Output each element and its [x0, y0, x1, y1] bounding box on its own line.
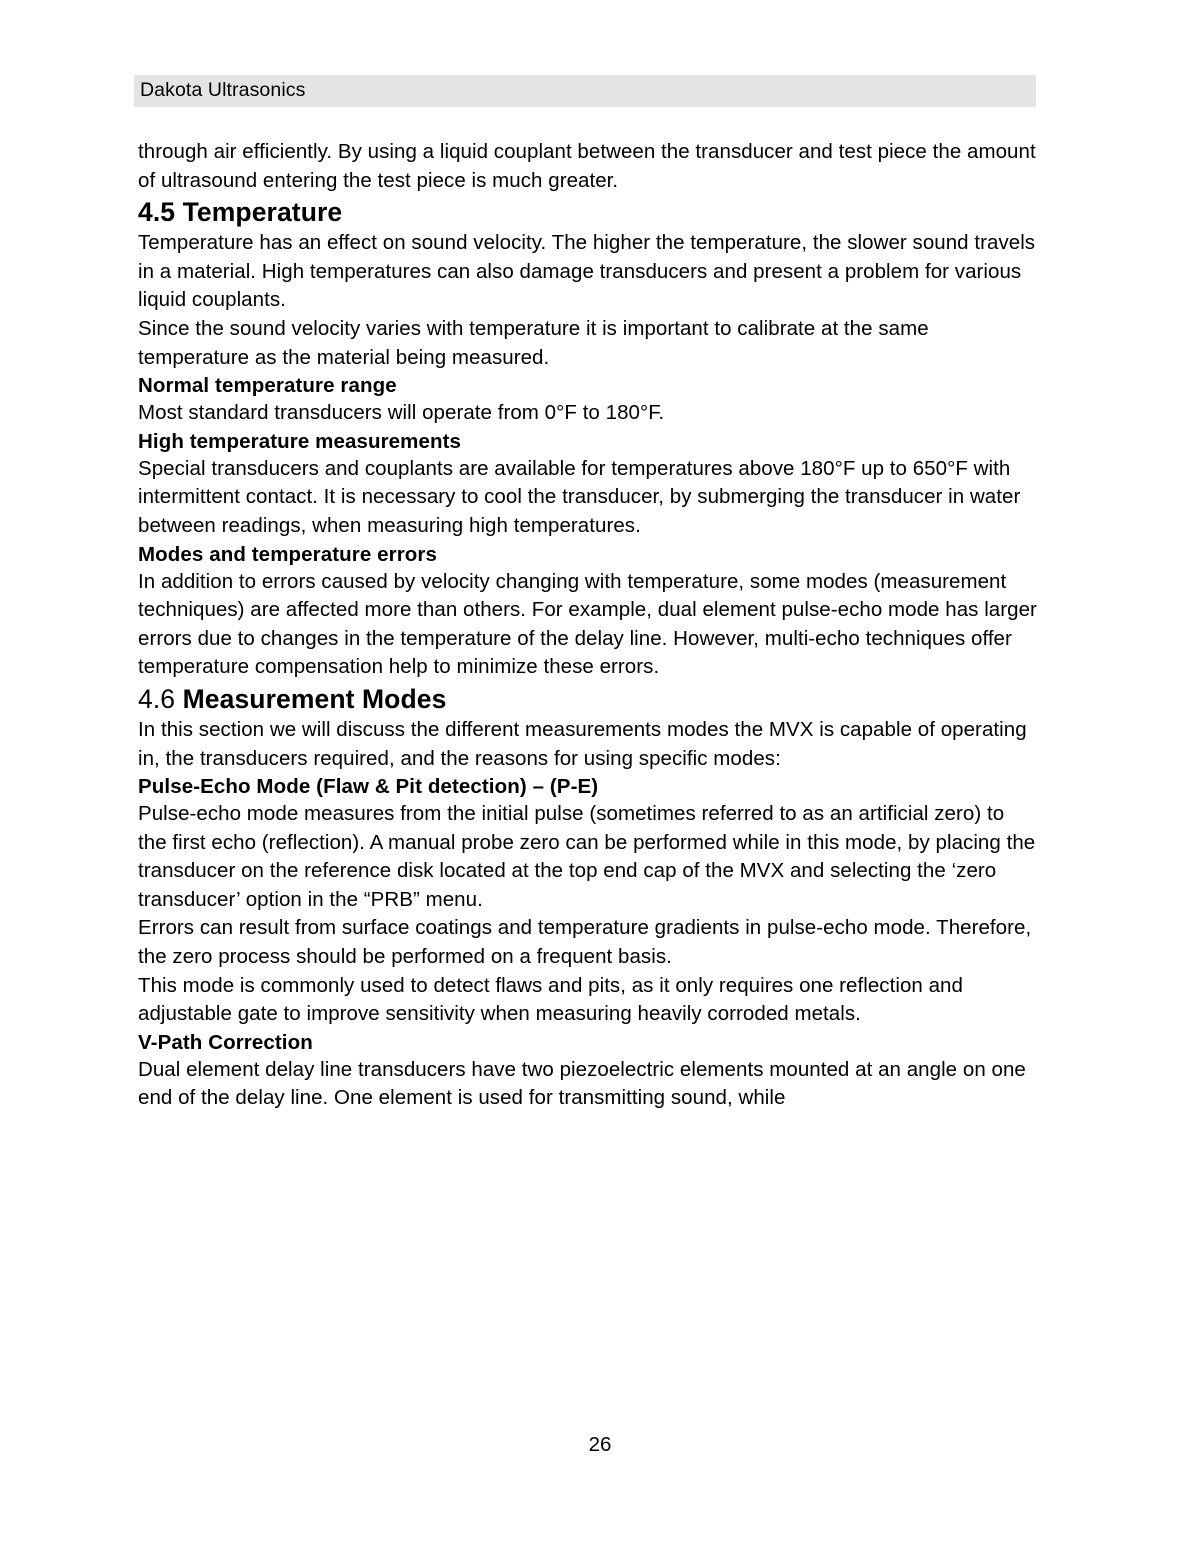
pulse-echo-paragraph-2: Errors can result from surface coatings and temperature gradients in pulse-echo mode. Therefore, the zero process should be performed on a frequent basis. [138, 916, 1032, 969]
subheading-v-path-correction: V-Path Correction [138, 1030, 313, 1054]
section-heading-4-5: 4.5 Temperature [138, 197, 343, 228]
subheading-high-temperature-measurements: High temperature measurements [138, 429, 462, 453]
section-heading-4-6 [138, 682, 1038, 716]
section-4-6-spacer [175, 684, 182, 714]
v-path-correction-paragraph: Dual element delay line transducers have two piezoelectric elements mounted at an angle on one end of the delay line. One element is used for transmitting sound, while [138, 1057, 1026, 1110]
section-4-5-paragraph-1: Temperature has an effect on sound velocity. The higher the temperature, the slower sound travels in a material. High temperatures can also damage transducers and present a problem for various liquid couplants. [138, 231, 1036, 312]
page-number: 26 [588, 1433, 612, 1456]
subheading-pulse-echo-mode: Pulse-Echo Mode (Flaw & Pit detection) – (P-E) [138, 775, 599, 799]
page-header-title: Dakota Ultrasonics [140, 79, 306, 102]
intro-paragraph: through air efficiently. By using a liquid couplant between the transducer and test piece the amount of ultrasound entering the test piece is much greater. [138, 140, 1036, 192]
subheading-normal-temperature-range: Normal temperature range [138, 374, 397, 398]
section-4-6-title: Measurement Modes [182, 683, 447, 714]
section-4-6-number: 4.6 [138, 683, 176, 714]
pulse-echo-paragraph-1: Pulse-echo mode measures from the initial pulse (sometimes referred to as an artificial zero) to the first echo (reflection). A manual probe zero can be performed while in this mode, by placing the transducer on the reference disk located at the top end cap of the MVX and selecting the ‘zero transducer’ option in the “PRB” menu. [138, 802, 1036, 911]
modes-and-temperature-errors-paragraph: In addition to errors caused by velocity changing with temperature, some modes (measurement techniques) are affected more than others. For example, dual element pulse-echo mode has larger errors due to changes in the temperature of the delay line. However, multi-echo techniques offer temperature compensation help to minimize these errors. [138, 569, 1037, 679]
normal-temperature-range-paragraph: Most standard transducers will operate from 0°F to 180°F. [138, 401, 665, 425]
pulse-echo-paragraph-3: This mode is commonly used to detect flaws and pits, as it only requires one reflection and adjustable gate to improve sensitivity when measuring heavily corroded metals. [138, 973, 963, 1026]
high-temperature-measurements-paragraph: Special transducers and couplants are available for temperatures above 180°F up to 650°F with intermittent contact. It is necessary to cool the transducer, by submerging the transducer in water between readings, when measuring high temperatures. [138, 456, 1021, 537]
page-content [138, 138, 1038, 1113]
section-4-5-paragraph-2: Since the sound velocity varies with temperature it is important to calibrate at the same temperature as the material being measured. [138, 316, 929, 369]
subheading-modes-and-temperature-errors: Modes and temperature errors [138, 542, 437, 566]
page-header-band [134, 75, 1036, 107]
section-4-6-paragraph-1: In this section we will discuss the different measurements modes the MVX is capable of operating in, the transducers required, and the reasons for using specific modes: [138, 717, 1027, 770]
